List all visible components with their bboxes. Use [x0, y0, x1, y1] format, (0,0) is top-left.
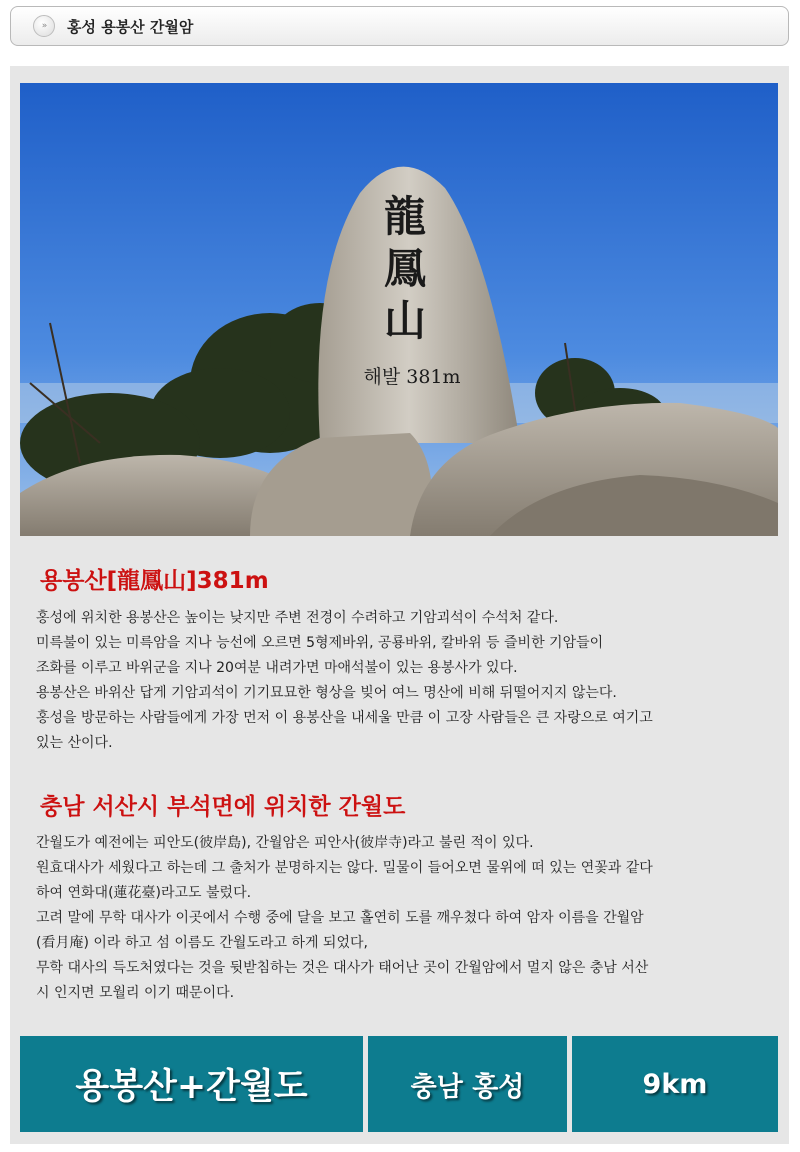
- stone-caption: 해발 381m: [363, 366, 461, 388]
- paragraph-line: 원효대사가 세웠다고 하는데 그 출처가 분명하지는 않다. 밀물이 들어오면 물위에 떠 있는 연꽃과 같다: [36, 860, 653, 876]
- page-title: 홍성 용봉산 간월암: [67, 17, 194, 36]
- stone-hanja-3: 山: [383, 296, 427, 345]
- course-name-tile: 용봉산+간월도: [20, 1036, 363, 1132]
- page-header: [10, 6, 789, 46]
- paragraph-line: 하여 연화대(蓮花臺)라고도 불렀다.: [36, 885, 252, 901]
- section-body-yongbongsan: [36, 606, 778, 756]
- distance-tile: 9km: [572, 1036, 778, 1132]
- paragraph-line: 있는 산이다.: [36, 735, 113, 751]
- mountain-summit-photo: [20, 83, 778, 536]
- paragraph-line: 홍성에 위치한 용봉산은 높이는 낮지만 주변 전경이 수려하고 기암괴석이 수석처 같다.: [36, 610, 559, 626]
- paragraph-line: 미륵불이 있는 미륵암을 지나 능선에 오르면 5형제바위, 공룡바위, 칼바위 등 즐비한 기암들이: [36, 635, 604, 651]
- paragraph-line: 홍성을 방문하는 사람들에게 가장 먼저 이 용봉산을 내세울 만큼 이 고장 사람들은 큰 자랑으로 여기고: [36, 710, 653, 726]
- content-panel: [10, 66, 789, 1144]
- paragraph-line: (看月庵) 이라 하고 섬 이름도 간월도라고 하게 되었다,: [36, 935, 368, 951]
- course-summary: [20, 1036, 778, 1132]
- paragraph-line: 고려 말에 무학 대사가 이곳에서 수행 중에 달을 보고 홀연히 도를 깨우쳤다 하여 암자 이름을 간월암: [36, 910, 644, 926]
- paragraph-line: 조화를 이루고 바위군을 지나 20여분 내려가면 마애석불이 있는 용봉사가 있다.: [36, 660, 518, 676]
- stone-hanja-2: 鳳: [383, 244, 427, 293]
- paragraph-line: 용봉산은 바위산 답게 기암괴석이 기기묘묘한 형상을 빚어 여느 명산에 비해 뒤떨어지지 않는다.: [36, 685, 617, 701]
- region-tile: 충남 홍성: [368, 1036, 567, 1132]
- paragraph-line: 간월도가 예전에는 피안도(彼岸島), 간월암은 피안사(彼岸寺)라고 불린 적이 있다.: [36, 835, 534, 851]
- double-chevron-right-icon: »: [33, 15, 55, 37]
- section-body-ganwoldo: [36, 831, 778, 1006]
- paragraph-line: 무학 대사의 득도처였다는 것을 뒷받침하는 것은 대사가 태어난 곳이 간월암에서 멀지 않은 충남 서산: [36, 960, 649, 976]
- section-title-ganwoldo: 충남 서산시 부석면에 위치한 간월도: [40, 794, 406, 820]
- stone-hanja-1: 龍: [383, 192, 427, 241]
- section-title-yongbongsan: 용봉산[龍鳳山]381m: [40, 568, 269, 594]
- paragraph-line: 시 인지면 모월리 이기 때문이다.: [36, 985, 235, 1001]
